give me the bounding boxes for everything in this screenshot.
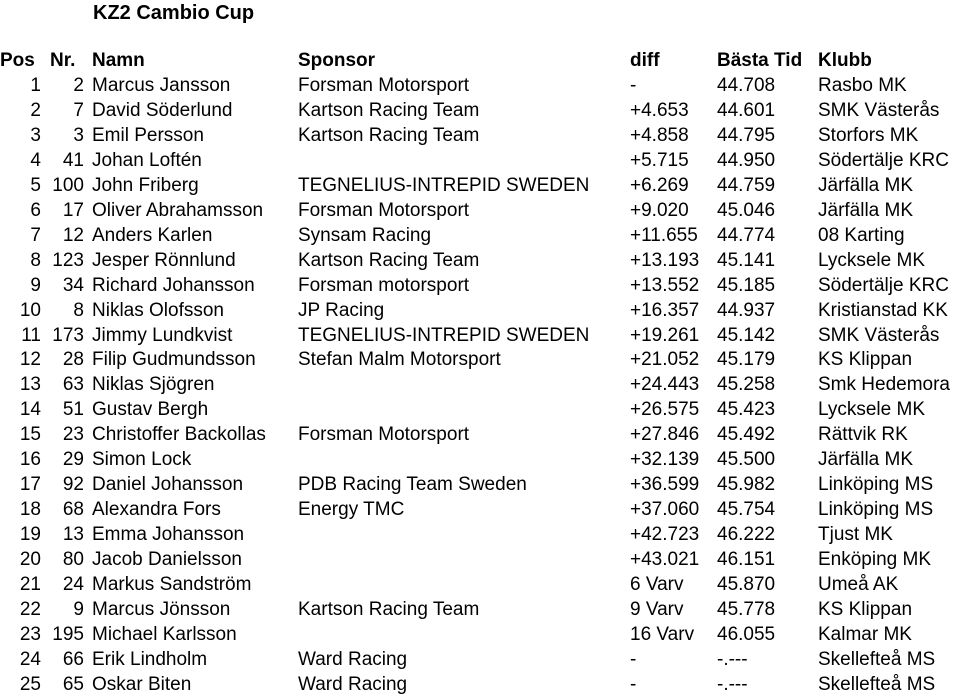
cell-diff: +11.655 [630,225,698,246]
cell-best-time: 45.500 [717,449,776,470]
cell-diff: +21.052 [630,349,700,370]
cell-best-time: 44.759 [717,175,776,196]
cell-nr: 12 [62,225,84,246]
cell-name: Alexandra Fors [92,499,221,520]
cell-club: Enköping MK [818,549,932,570]
cell-nr: 29 [62,449,84,470]
table-row [0,273,960,298]
cell-sponsor: TEGNELIUS-INTREPID SWEDEN [298,325,590,346]
cell-pos: 4 [30,150,41,171]
cell-best-time: 45.870 [717,574,776,595]
cell-pos: 11 [21,325,41,346]
cell-name: John Friberg [92,175,199,196]
cell-sponsor: Kartson Racing Team [298,599,480,620]
cell-best-time: 45.179 [717,349,776,370]
cell-club: Rasbo MK [818,75,907,96]
cell-pos: 10 [19,300,41,321]
cell-pos: 1 [30,75,41,96]
cell-club: Järfälla MK [818,449,914,470]
cell-nr: 23 [62,424,84,445]
column-header-diff: diff [630,50,660,71]
cell-pos: 14 [19,399,41,420]
cell-diff: +13.193 [630,250,700,271]
table-row [0,123,960,148]
cell-sponsor: Forsman Motorsport [298,424,470,445]
table-row [0,547,960,572]
cell-pos: 20 [19,549,41,570]
table-row [0,647,960,672]
cell-sponsor: Kartson Racing Team [298,100,480,121]
cell-nr: 34 [62,275,84,296]
cell-name: Marcus Jönsson [92,599,231,620]
cell-pos: 9 [30,275,41,296]
cell-best-time: -.--- [717,649,748,670]
cell-nr: 24 [62,574,84,595]
cell-best-time: 44.950 [717,150,776,171]
cell-nr: 65 [62,674,84,695]
column-header-club: Klubb [818,50,872,71]
cell-pos: 16 [19,449,41,470]
cell-best-time: 45.142 [717,325,776,346]
cell-sponsor: Kartson Racing Team [298,250,480,271]
cell-sponsor: Ward Racing [298,674,408,695]
cell-best-time: 44.937 [717,300,776,321]
cell-pos: 25 [19,674,41,695]
cell-club: Lycksele MK [818,250,925,271]
table-row [0,323,960,348]
cell-sponsor: Stefan Malm Motorsport [298,349,501,370]
cell-club: Södertälje KRC [818,150,949,171]
cell-club: KS Klippan [818,599,913,620]
table-row [0,173,960,198]
cell-diff: - [630,649,637,670]
cell-diff: 16 Varv [630,624,695,645]
table-row [0,248,960,273]
cell-club: SMK Västerås [818,325,940,346]
table-row [0,223,960,248]
cell-best-time: 45.492 [717,424,776,445]
cell-name: Gustav Bergh [92,399,209,420]
cell-sponsor: Forsman motorsport [298,275,470,296]
cell-nr: 68 [62,499,84,520]
cell-club: Tjust MK [818,524,893,545]
table-row [0,597,960,622]
cell-club: Kalmar MK [818,624,912,645]
cell-best-time: 45.046 [717,200,776,221]
cell-pos: 23 [19,624,41,645]
cell-best-time: 45.778 [717,599,776,620]
cell-name: Richard Johansson [92,275,255,296]
cell-nr: 13 [62,524,84,545]
column-header-nr: Nr. [50,50,76,71]
cell-name: Emma Johansson [92,524,245,545]
cell-best-time: 46.222 [717,524,776,545]
table-row [0,572,960,597]
cell-name: Oskar Biten [92,674,192,695]
cell-best-time: 45.258 [717,374,776,395]
table-row [0,98,960,123]
cell-nr: 2 [73,75,84,96]
cell-diff: +26.575 [630,399,700,420]
column-header-best-time: Bästa Tid [717,50,803,71]
table-row [0,447,960,472]
column-header-pos: Pos [0,50,35,71]
cell-nr: 66 [62,649,84,670]
cell-name: Christoffer Backollas [92,424,266,445]
cell-diff: +13.552 [630,275,700,296]
table-row [0,298,960,323]
cell-club: Storfors MK [818,125,919,146]
cell-nr: 80 [62,549,84,570]
cell-diff: +27.846 [630,424,700,445]
cell-best-time: 45.141 [717,250,776,271]
cell-pos: 15 [19,424,41,445]
cell-sponsor: JP Racing [298,300,385,321]
cell-name: Jesper Rönnlund [92,250,236,271]
cell-name: Anders Karlen [92,225,213,246]
table-row [0,397,960,422]
cell-sponsor: Ward Racing [298,649,408,670]
cell-name: Johan Loftén [92,150,202,171]
cell-name: Erik Lindholm [92,649,208,670]
cell-diff: +5.715 [630,150,689,171]
table-row [0,672,960,697]
cell-name: Markus Sandström [92,574,252,595]
cell-name: Oliver Abrahamsson [92,200,264,221]
table-row [0,148,960,173]
cell-best-time: 44.708 [717,75,776,96]
cell-name: Marcus Jansson [92,75,231,96]
cell-best-time: 44.774 [717,225,776,246]
cell-diff: +24.443 [630,374,700,395]
cell-nr: 9 [73,599,84,620]
cell-nr: 173 [52,325,84,346]
cell-club: Järfälla MK [818,200,914,221]
cell-club: Smk Hedemora [818,374,950,395]
cell-name: Niklas Sjögren [92,374,215,395]
cell-pos: 18 [19,499,41,520]
cell-nr: 8 [73,300,84,321]
cell-nr: 7 [73,100,84,121]
cell-sponsor: Kartson Racing Team [298,125,480,146]
cell-best-time: 44.795 [717,125,776,146]
cell-diff: 6 Varv [630,574,684,595]
cell-best-time: 45.423 [717,399,776,420]
cell-name: Daniel Johansson [92,474,244,495]
cell-best-time: 46.055 [717,624,776,645]
cell-pos: 13 [19,374,41,395]
cell-club: Kristianstad KK [818,300,948,321]
cell-pos: 19 [19,524,41,545]
cell-club: 08 Karting [818,225,905,246]
column-header-name: Namn [92,50,145,71]
cell-diff: +43.021 [630,549,700,570]
table-row [0,497,960,522]
cell-pos: 7 [30,225,41,246]
table-row [0,372,960,397]
column-header-sponsor: Sponsor [298,50,376,71]
cell-best-time: 46.151 [717,549,776,570]
table-row [0,472,960,497]
cell-sponsor: Synsam Racing [298,225,432,246]
cell-pos: 12 [19,349,41,370]
cell-diff: +42.723 [630,524,700,545]
cell-name: Filip Gudmundsson [92,349,256,370]
cell-nr: 123 [52,250,84,271]
cell-name: Simon Lock [92,449,192,470]
cell-pos: 22 [19,599,41,620]
table-row [0,73,960,98]
cell-nr: 41 [62,150,84,171]
cell-nr: 17 [62,200,84,221]
cell-name: Jacob Danielsson [92,549,242,570]
cell-diff: - [630,75,637,96]
cell-club: Södertälje KRC [818,275,949,296]
cell-name: Michael Karlsson [92,624,237,645]
cell-name: Jimmy Lundkvist [92,325,233,346]
cell-best-time: -.--- [717,674,748,695]
cell-club: Rättvik RK [818,424,908,445]
page-title: KZ2 Cambio Cup [93,2,255,24]
cell-nr: 63 [62,374,84,395]
cell-sponsor: Energy TMC [298,499,405,520]
cell-diff: +6.269 [630,175,689,196]
cell-sponsor: Forsman Motorsport [298,75,470,96]
cell-diff: - [630,674,637,695]
cell-name: Niklas Olofsson [92,300,224,321]
cell-pos: 21 [19,574,41,595]
cell-club: Järfälla MK [818,175,914,196]
cell-diff: +16.357 [630,300,700,321]
table-header [0,48,960,73]
cell-nr: 28 [62,349,84,370]
cell-club: Skellefteå MS [818,674,936,695]
cell-diff: +36.599 [630,474,700,495]
cell-name: David Söderlund [92,100,233,121]
cell-name: Emil Persson [92,125,204,146]
cell-nr: 100 [52,175,84,196]
cell-diff: +32.139 [630,449,700,470]
cell-diff: 9 Varv [630,599,684,620]
cell-pos: 6 [30,200,41,221]
cell-pos: 8 [30,250,41,271]
cell-diff: +9.020 [630,200,689,221]
cell-pos: 5 [30,175,41,196]
cell-diff: +4.858 [630,125,689,146]
cell-sponsor: TEGNELIUS-INTREPID SWEDEN [298,175,590,196]
cell-diff: +4.653 [630,100,689,121]
cell-sponsor: Forsman Motorsport [298,200,470,221]
cell-club: Umeå AK [818,574,899,595]
cell-diff: +37.060 [630,499,700,520]
cell-nr: 195 [52,624,84,645]
cell-club: Lycksele MK [818,399,925,420]
cell-pos: 17 [19,474,41,495]
table-row [0,422,960,447]
cell-nr: 51 [62,399,84,420]
cell-pos: 24 [19,649,41,670]
table-row [0,198,960,223]
cell-club: KS Klippan [818,349,913,370]
cell-club: Linköping MS [818,474,934,495]
cell-best-time: 45.982 [717,474,776,495]
cell-club: SMK Västerås [818,100,940,121]
cell-nr: 92 [62,474,84,495]
cell-best-time: 44.601 [717,100,776,121]
cell-best-time: 45.185 [717,275,776,296]
table-row [0,622,960,647]
cell-pos: 2 [30,100,41,121]
cell-pos: 3 [30,125,41,146]
cell-sponsor: PDB Racing Team Sweden [298,474,527,495]
table-row [0,347,960,372]
cell-club: Skellefteå MS [818,649,936,670]
cell-best-time: 45.754 [717,499,776,520]
table-row [0,522,960,547]
cell-club: Linköping MS [818,499,934,520]
cell-nr: 3 [73,125,84,146]
cell-diff: +19.261 [630,325,700,346]
